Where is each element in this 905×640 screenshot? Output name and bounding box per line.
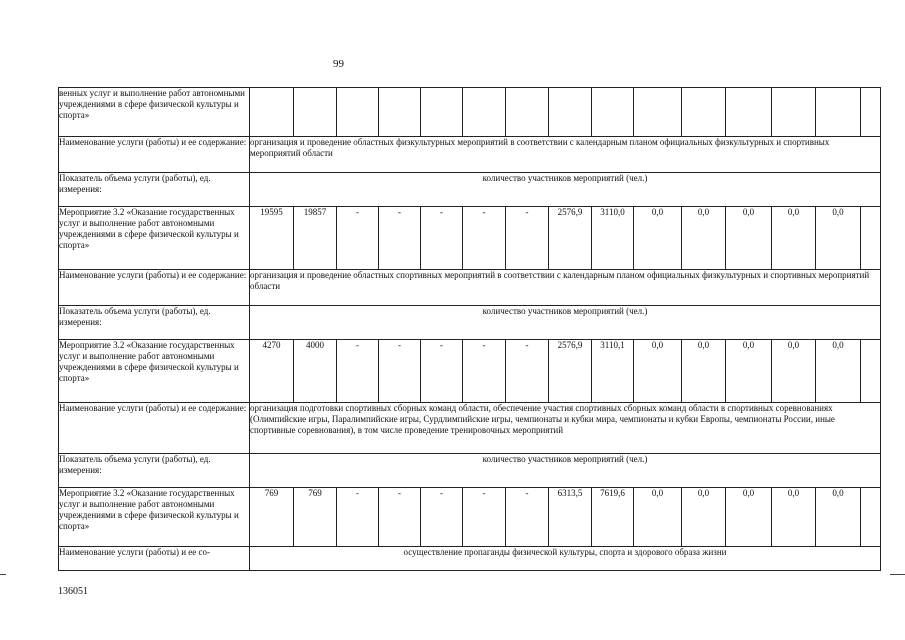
service-description: организация и проведение областных физкультурных мероприятий в соответствии с календарным планом официальных физкультурных и спортивных мероприятий области bbox=[250, 137, 881, 173]
value-cell: 0,0 bbox=[816, 340, 861, 403]
value-cell bbox=[506, 88, 549, 137]
value-cell: 0,0 bbox=[682, 488, 726, 547]
value-cell: 0,0 bbox=[634, 207, 682, 270]
value-cell: 769 bbox=[294, 488, 337, 547]
value-cell: 3110,0 bbox=[592, 207, 634, 270]
service-description: организация и проведение областных спортивных мероприятий в соответствии с календарным планом официальных физкультурных и спортивных мероприятий области bbox=[250, 270, 881, 306]
activity-row bbox=[59, 88, 881, 137]
row-label: Показатель объема услуги (работы), ед. измерения: bbox=[59, 173, 250, 207]
value-cell: 19857 bbox=[294, 207, 337, 270]
value-cell bbox=[549, 88, 592, 137]
empty-cell bbox=[861, 207, 881, 270]
value-cell: 2576,9 bbox=[549, 340, 592, 403]
services-table bbox=[58, 87, 881, 571]
activity-row bbox=[59, 488, 881, 547]
row-label: Наименование услуги (работы) и ее со- bbox=[59, 547, 250, 571]
value-cell bbox=[421, 88, 463, 137]
empty-cell bbox=[861, 488, 881, 547]
value-cell bbox=[682, 88, 726, 137]
indicator-text: осуществление пропаганды физической культуры, спорта и здорового образа жизни bbox=[250, 547, 881, 571]
value-cell: 4000 bbox=[294, 340, 337, 403]
value-cell: - bbox=[421, 488, 463, 547]
row-label: Показатель объема услуги (работы), ед. измерения: bbox=[59, 306, 250, 340]
value-cell: 0,0 bbox=[772, 488, 816, 547]
row-label: Показатель объема услуги (работы), ед. измерения: bbox=[59, 454, 250, 488]
value-cell: 0,0 bbox=[682, 340, 726, 403]
value-cell: 0,0 bbox=[816, 488, 861, 547]
value-cell: 3110,1 bbox=[592, 340, 634, 403]
value-cell: 769 bbox=[250, 488, 294, 547]
value-cell bbox=[726, 88, 772, 137]
indicator-row bbox=[59, 306, 881, 340]
activity-row bbox=[59, 340, 881, 403]
value-cell: 6313,5 bbox=[549, 488, 592, 547]
value-cell bbox=[463, 88, 506, 137]
value-cell bbox=[816, 88, 861, 137]
row-label: Наименование услуги (работы) и ее содержание: bbox=[59, 403, 250, 454]
indicator-text: количество участников мероприятий (чел.) bbox=[250, 306, 881, 340]
margin-mark-left bbox=[0, 574, 6, 575]
service-name-row bbox=[59, 137, 881, 173]
value-cell bbox=[772, 88, 816, 137]
indicator-text: количество участников мероприятий (чел.) bbox=[250, 454, 881, 488]
service-description: организация подготовки спортивных сборных команд области, обеспечение участия спортивных сборных команд области в спортивных соревнованиях (Олимпийские игры, Паралимпийские игры, Сурдлимпийские игры, чемпионаты и кубки мира, чемпионаты и кубки Европы, чемпионаты России, иные спортивные соревнования), в том числе проведение тренировочных мероприятий bbox=[250, 403, 881, 454]
value-cell: - bbox=[506, 340, 549, 403]
row-label: Мероприятие 3.2 «Оказание государственных услуг и выполнение работ автономными учреждениями в сфере физической культуры и спорта» bbox=[59, 488, 250, 547]
value-cell: 0,0 bbox=[682, 207, 726, 270]
value-cell: - bbox=[379, 488, 421, 547]
value-cell: 0,0 bbox=[726, 340, 772, 403]
value-cell: 0,0 bbox=[772, 340, 816, 403]
footer-code: 136051 bbox=[58, 586, 88, 597]
value-cell bbox=[379, 88, 421, 137]
value-cell: - bbox=[421, 207, 463, 270]
indicator-text: количество участников мероприятий (чел.) bbox=[250, 173, 881, 207]
value-cell: - bbox=[506, 207, 549, 270]
value-cell bbox=[634, 88, 682, 137]
service-name-row bbox=[59, 270, 881, 306]
value-cell: - bbox=[463, 207, 506, 270]
empty-cell bbox=[861, 340, 881, 403]
value-cell: - bbox=[463, 340, 506, 403]
value-cell: - bbox=[506, 488, 549, 547]
row-label: венных услуг и выполнение работ автономными учреждениями в сфере физической культуры и спорта» bbox=[59, 88, 250, 137]
value-cell bbox=[294, 88, 337, 137]
value-cell: 0,0 bbox=[634, 340, 682, 403]
value-cell: - bbox=[337, 207, 379, 270]
value-cell: - bbox=[379, 340, 421, 403]
value-cell: 0,0 bbox=[726, 207, 772, 270]
value-cell: 0,0 bbox=[634, 488, 682, 547]
value-cell: 7619,6 bbox=[592, 488, 634, 547]
value-cell bbox=[861, 88, 881, 137]
value-cell bbox=[250, 88, 294, 137]
row-label: Мероприятие 3.2 «Оказание государственных услуг и выполнение работ автономными учреждениями в сфере физической культуры и спорта» bbox=[59, 340, 250, 403]
value-cell: 0,0 bbox=[772, 207, 816, 270]
value-cell: 0,0 bbox=[816, 207, 861, 270]
row-label: Мероприятие 3.2 «Оказание государственных услуг и выполнение работ автономными учреждениями в сфере физической культуры и спорта» bbox=[59, 207, 250, 270]
indicator-row bbox=[59, 547, 881, 571]
service-name-row bbox=[59, 403, 881, 454]
value-cell: 19595 bbox=[250, 207, 294, 270]
value-cell: 0,0 bbox=[726, 488, 772, 547]
value-cell: - bbox=[463, 488, 506, 547]
indicator-row bbox=[59, 454, 881, 488]
margin-mark-right bbox=[890, 574, 905, 575]
value-cell: 2576,9 bbox=[549, 207, 592, 270]
indicator-row bbox=[59, 173, 881, 207]
row-label: Наименование услуги (работы) и ее содержание: bbox=[59, 137, 250, 173]
value-cell: - bbox=[337, 340, 379, 403]
table-body bbox=[59, 88, 881, 571]
row-label: Наименование услуги (работы) и ее содержание: bbox=[59, 270, 250, 306]
value-cell bbox=[592, 88, 634, 137]
activity-row bbox=[59, 207, 881, 270]
value-cell: 4270 bbox=[250, 340, 294, 403]
page-number: 99 bbox=[333, 58, 344, 70]
value-cell: - bbox=[421, 340, 463, 403]
value-cell: - bbox=[337, 488, 379, 547]
value-cell bbox=[337, 88, 379, 137]
value-cell: - bbox=[379, 207, 421, 270]
